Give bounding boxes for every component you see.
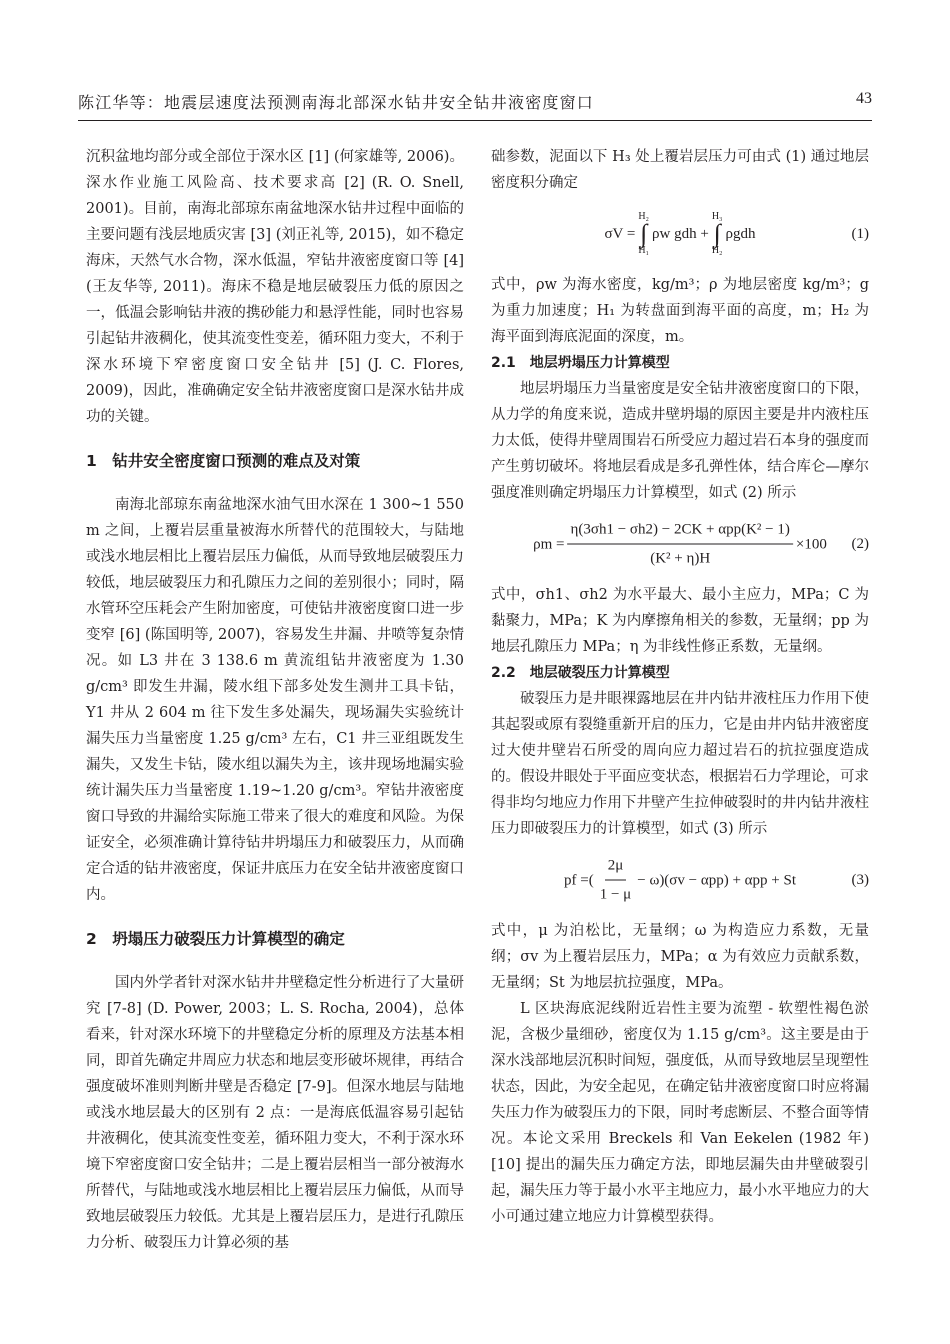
- paragraph: 式中，μ 为泊松比，无量纲；ω 为构造应力系数，无量纲；σv 为上覆岩层压力，MPa；α 为有效应力贡献系数，无量纲；St 为地层抗拉强度，MPa。: [491, 923, 869, 991]
- fraction: [597, 853, 635, 908]
- equation-tail: ×100: [795, 536, 827, 552]
- integral-sign: H₂ ∫ H₁: [638, 211, 650, 256]
- equation-3: [491, 848, 869, 912]
- page-header: [78, 82, 872, 122]
- denominator: (K² + η)H: [650, 550, 711, 567]
- subsection-heading-2-1: 2.1 地层坍塌压力计算模型: [491, 355, 670, 371]
- right-column: [491, 144, 869, 1230]
- subsection-heading-2-2: 2.2 地层破裂压力计算模型: [491, 665, 670, 681]
- integrand: ρgdh: [725, 226, 756, 242]
- paragraph: L 区块海底泥线附近岩性主要为流塑 - 软塑性褐色淤泥，含极少量细砂，密度仅为 1.15 g/cm³。这主要是由于深水浅部地层沉积时间短，强度低，从而导致地层呈现塑性状态，因此，为安全起见，在确定钻井液密度窗口时应将漏失压力作为破裂压力的下限，同时考虑断层、不整合面等情况。本论文采用 Breckels 和 Van Eekelen (1982 年) [10] 提出的漏失压力确定方法，即地层漏失由井壁破裂引起，漏失压力等于最小水平主地应力，最小水平地应力的大小可通过建立地应力计算模型获得。: [491, 1001, 869, 1225]
- equation-2: [491, 512, 869, 576]
- integral-sign: H₃ ∫ H₂: [711, 211, 723, 256]
- section-heading-1: 1 钻井安全密度窗口预测的难点及对策: [86, 452, 361, 470]
- fraction: [568, 517, 793, 572]
- numerator: η(3σh1 − σh2) − 2CK + αpp(K² − 1): [568, 517, 793, 545]
- section-heading-2: 2 坍塌压力破裂压力计算模型的确定: [86, 930, 345, 948]
- equation-lhs: pf =: [564, 872, 589, 888]
- equation-number: (1): [851, 226, 869, 242]
- denominator: 1 − μ: [599, 886, 632, 903]
- paragraph: 式中，σh1、σh2 为水平最大、最小主应力，MPa；C 为黏聚力，MPa；K 为内摩擦角相关的参数，无量纲；pp 为地层孔隙压力 MPa；η 为非线性修正系数，无量纲。: [491, 587, 869, 655]
- running-title: 陈江华等：地震层速度法预测南海北部深水钻井安全钻井液密度窗口: [78, 93, 595, 112]
- equation-number: (3): [851, 872, 869, 888]
- paragraph: 破裂压力是井眼裸露地层在井内钻井液柱压力作用下使其起裂或原有裂缝重新开启的压力，它是由井内钻井液密度过大使井壁岩石所受的周向应力超过岩石的抗拉强度造成的。假设井眼处于平面应变状态，根据岩石力学理论，可求得非均匀地应力作用下井壁产生拉伸破裂时的井内钻井液柱压力即破裂压力的计算模型，如式 (3) 所示: [491, 691, 869, 837]
- equation-lhs: ρm =: [533, 536, 565, 552]
- paragraph: 式中，ρw 为海水密度，kg/m³；ρ 为地层密度 kg/m³；g 为重力加速度；H₁ 为转盘面到海平面的高度，m；H₂ 为海平面到海底泥面的深度，m。: [491, 277, 869, 345]
- paragraph: 沉积盆地均部分或全部位于深水区 [1] (何家雄等, 2006)。深水作业施工风险高、技术要求高 [2] (R. O. Snell, 2001)。目前，南海北部琼东南盆地深水钻井过程中面临的主要问题有浅层地质灾害 [3] (刘正礼等, 2015)，如不稳定海床，天然气水合物，深水低温，窄钻井液密度窗口等 [4] (王友华等, 2011)。海床不稳是地层破裂压力低的原因之一，低温会影响钻井液的携砂能力和悬浮性能，同时也容易引起钻井液稠化，使其流变性变差，循环阻力变大，不利于深水环境下窄密度窗口安全钻井 [5] (J. C. Flores, 2009)，因此，准确确定安全钻井液密度窗口是深水钻井成功的关键。: [86, 149, 464, 425]
- paren: (: [588, 872, 594, 888]
- equation-lhs: σV =: [604, 226, 636, 242]
- paragraph: 国内外学者针对深水钻井井壁稳定性分析进行了大量研究 [7-8] (D. Power, 2003；L. S. Rocha, 2004)，总体看来，针对深水环境下的井壁稳定分析的原理及方法基本相同，即首先确定井周应力状态和地层变形破坏规律，再结合强度破坏准则判断井壁是否稳定 [7-9]。但深水地层与陆地或浅水地层最大的区别有 2 点：一是海底低温容易引起钻井液稠化，使其流变性变差，循环阻力变大，不利于深水环境下窄密度窗口安全钻井；二是上覆岩层相当一部分被海水所替代，与陆地或浅水地层相比上覆岩层压力偏低，从而导致地层破裂压力较低。尤其是上覆岩层压力，是进行孔隙压力分析、破裂压力计算必须的基: [86, 975, 464, 1251]
- page-number: 43: [856, 90, 872, 107]
- integrand: ρw gdh +: [652, 226, 709, 242]
- equation-number: (2): [851, 536, 869, 552]
- paragraph: 南海北部琼东南盆地深水油气田水深在 1 300~1 550 m 之间，上覆岩层重量被海水所替代的范围较大，与陆地或浅水地层相比上覆岩层压力偏低，从而导致地层破裂压力较低，地层破裂压力和孔隙压力之间的差别很小；同时，隔水管环空压耗会产生附加密度，可使钻井液密度窗口进一步变窄 [6] (陈国明等, 2007)，容易发生井漏、井喷等复杂情况。如 L3 井在 3 138.6 m 黄流组钻井液密度为 1.30 g/cm³ 即发生井漏，陵水组下部多处发生测井工具卡钻，Y1 井从 2 604 m 往下发生多处漏失，现场漏失实验统计漏失压力当量密度 1.25 g/cm³ 左右，C1 井三亚组既发生漏失，又发生卡钻，陵水组以漏失为主，该井现场地漏实验统计漏失压力当量密度 1.19~1.20 g/cm³。窄钻井液密度窗口导致的井漏给实际施工带来了很大的难度和风险。为保证安全，必须准确计算待钻井坍塌压力和破裂压力，从而确定合适的钻井液密度，保证井底压力在安全钻井液密度窗口内。: [86, 497, 464, 903]
- equation-1: [491, 202, 869, 266]
- left-column: [86, 144, 464, 1256]
- paragraph: 础参数，泥面以下 H₃ 处上覆岩层压力可由式 (1) 通过地层密度积分确定: [491, 149, 869, 191]
- paragraph: 地层坍塌压力当量密度是安全钻井液密度窗口的下限，从力学的角度来说，造成井壁坍塌的原因主要是井内液柱压力太低，使得井壁周围岩石所受应力超过岩石本身的强度而产生剪切破坏。将地层看成是多孔弹性体，结合库仑—摩尔强度准则确定坍塌压力计算模型，如式 (2) 所示: [491, 381, 869, 501]
- numerator: 2μ: [605, 853, 627, 881]
- header-rule: [78, 120, 872, 121]
- equation-tail: − ω)(σv − αpp) + αpp + St: [637, 872, 796, 888]
